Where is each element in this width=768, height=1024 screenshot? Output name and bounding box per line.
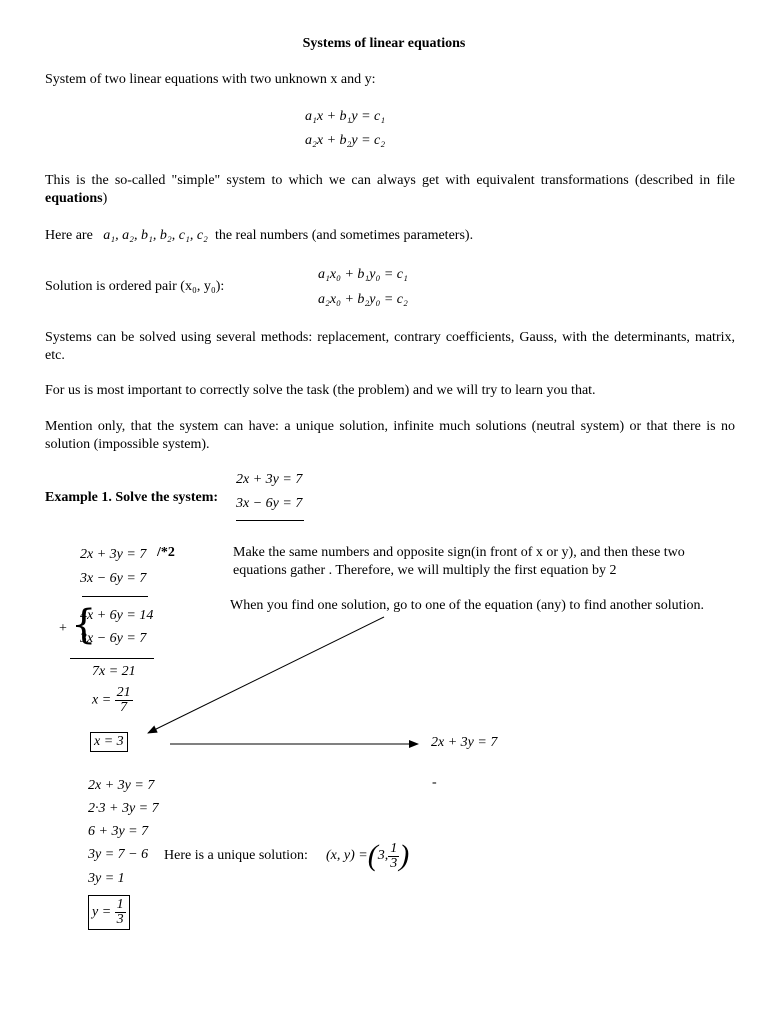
mention-paragraph: Mention only, that the system can have: a unique solution, infinite much solutions (neutral system) or that there is no solution (impossible system). xyxy=(45,419,735,452)
sum-equation-2: 3x − 6y = 7 xyxy=(80,631,147,646)
sub-line: 6 + 3y = 7 xyxy=(88,824,149,839)
right-paren-icon: ) xyxy=(399,839,410,872)
step-equation-1: 2x + 3y = 7 xyxy=(80,547,147,562)
sub-line: 3y = 1 xyxy=(88,871,125,886)
methods-paragraph: Systems can be solved using several methods: replacement, contrary coefficients, Gauss, with the determinants, matrix, etc. xyxy=(45,330,735,363)
equations-file-ref: equations xyxy=(45,191,103,206)
y-numerator: 1 xyxy=(116,897,124,912)
important-paragraph: For us is most important to correctly solve the task (the problem) and we will try to learn you that. xyxy=(45,383,596,398)
brace-icon: { xyxy=(71,602,97,648)
sub-line: 2x + 3y = 7 xyxy=(88,778,155,793)
note-multiply: Make the same numbers and opposite sign(in front of x or y), and then these two equations gather . Therefore, we will multiply the first equation by 2 xyxy=(233,545,685,578)
intro-text: System of two linear equations with two unknown x and y: xyxy=(45,72,376,87)
example-equation-2: 3x − 6y = 7 xyxy=(236,496,303,511)
dash-mark: - xyxy=(432,775,437,790)
sum-equation-1: 4x + 6y = 14 xyxy=(80,608,154,623)
simple-text: This is the so-called "simple" system to which we can always get with equivalent transformations (described in file xyxy=(45,173,735,188)
sub-line: 3y = 7 − 6 xyxy=(88,847,149,862)
solution-label: Solution is ordered pair (x₀, y₀): xyxy=(45,279,225,294)
result-7x: 7x = 21 xyxy=(92,664,136,679)
left-paren-icon: ( xyxy=(367,839,378,872)
page-title: Systems of linear equations xyxy=(302,36,466,51)
y-result-box xyxy=(88,895,130,930)
x-numerator: 21 xyxy=(116,685,131,700)
unique-whole: 3, xyxy=(377,848,389,863)
unique-numerator: 1 xyxy=(390,840,398,856)
unique-denominator: 3 xyxy=(390,855,398,871)
y-fraction xyxy=(115,898,126,927)
y-denominator: 3 xyxy=(116,912,124,927)
step-multiplier: /*2 xyxy=(157,545,175,560)
system-equation-1: a₁x + b₁y = c₁ xyxy=(305,109,386,124)
y-lhs: y = xyxy=(92,904,112,920)
unique-lhs: (x, y) = xyxy=(326,848,368,863)
simple-end: ) xyxy=(102,191,108,206)
x-lhs: x = xyxy=(92,692,112,708)
example-label: Example 1. Solve the system: xyxy=(45,490,219,505)
here-are-pre: Here are xyxy=(45,228,93,243)
arrow-target-equation: 2x + 3y = 7 xyxy=(431,735,498,750)
system-equation-2: a₂x + b₂y = c₂ xyxy=(305,133,386,148)
plus-sign: + xyxy=(59,621,67,636)
step-equation-2: 3x − 6y = 7 xyxy=(80,571,147,586)
sub-line: 2·3 + 3y = 7 xyxy=(88,801,159,816)
solution-equation-1: a₁x₀ + b₁y₀ = c₁ xyxy=(318,267,408,282)
solution-equation-2: a₂x₀ + b₂y₀ = c₂ xyxy=(318,292,408,307)
example-equation-1: 2x + 3y = 7 xyxy=(236,472,303,487)
x-result-box: x = 3 xyxy=(90,732,128,752)
unique-fraction xyxy=(388,842,399,871)
unique-label: Here is a unique solution: xyxy=(164,848,308,863)
note-find: When you find one solution, go to one of the equation (any) to find another solution. xyxy=(230,598,704,613)
here-are-post: the real numbers (and sometimes parameters). xyxy=(214,228,474,243)
x-denominator: 7 xyxy=(120,700,128,715)
arrow-to-x-result xyxy=(148,617,384,733)
here-are-vars: a₁, a₂, b₁, b₂, c₁, c₂ xyxy=(103,228,208,243)
unique-solution xyxy=(326,836,409,876)
